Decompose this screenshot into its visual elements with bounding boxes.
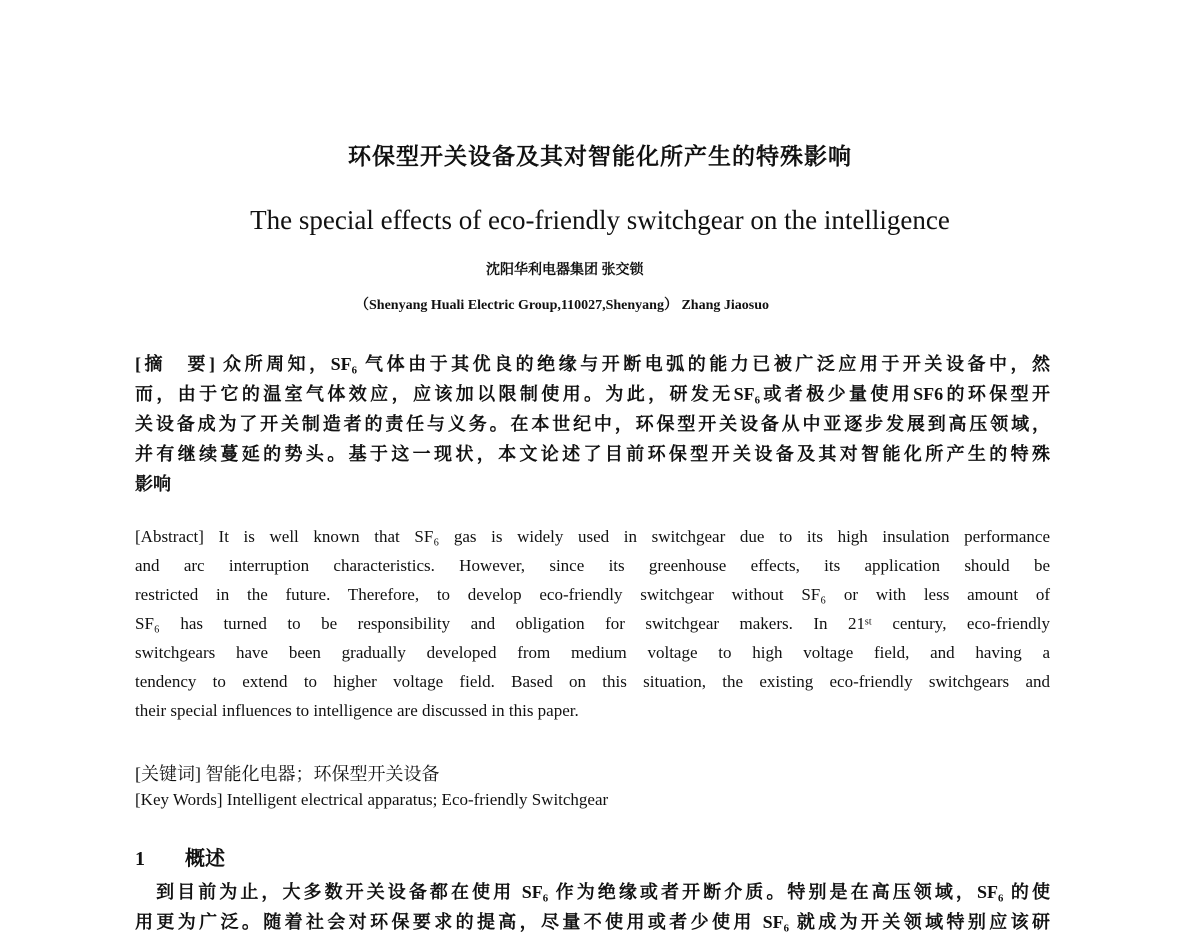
abstract-cn-line: 并有继续蔓延的势头。基于这一现状，本文论述了目前环保型开关设备及其对智能化所产生的特殊: [135, 444, 1050, 464]
abstract-cn-line: 影响: [135, 474, 171, 494]
body-line: 到目前为止，大多数开关设备都在使用 SF₆ 作为绝缘或者开断介质。特别是在高压领域，SF₆ 的使: [135, 882, 1050, 902]
abstract-cn-line: [摘 要] 众所周知，SF₆ 气体由于其优良的绝缘与开断电弧的能力已被广泛应用于开关设备中，然: [135, 354, 1050, 374]
abstract-cn-line: 关设备成为了开关制造者的责任与义务。在本世纪中，环保型开关设备从中亚逐步发展到高压领域，: [135, 414, 1050, 434]
abstract-en-line: switchgears have been gradually developed from medium voltage to high voltage field, and having a: [135, 643, 1050, 662]
abstract-en-line: and arc interruption characteristics. However, since its greenhouse effects, its application should be: [135, 556, 1050, 575]
paper-title-chinese: 环保型开关设备及其对智能化所产生的特殊影响: [348, 144, 852, 169]
author-affiliation: （Shenyang Huali Electric Group,110027,Shenyang） Zhang Jiaosuo: [355, 298, 769, 313]
body-line: 用更为广泛。随着社会对环保要求的提高，尽量不使用或者少使用 SF₆ 就成为开关领域特别应该研: [135, 912, 1050, 932]
abstract-en-line: tendency to extend to higher voltage field. Based on this situation, the existing eco-friendly switchgears and: [135, 672, 1050, 691]
abstract-en-line: their special influences to intelligence are discussed in this paper.: [135, 701, 579, 720]
abstract-en-line: [Abstract] It is well known that SF₆ gas is widely used in switchgear due to its high insulation performance: [135, 527, 1050, 546]
keywords-english: [Key Words] Intelligent electrical apparatus; Eco-friendly Switchgear: [135, 790, 609, 809]
author-chinese: 沈阳华利电器集团 张交锁: [486, 263, 644, 278]
paper-title-english: The special effects of eco-friendly switchgear on the intelligence: [250, 205, 950, 235]
abstract-en-line: restricted in the future. Therefore, to develop eco-friendly switchgear without SF₆ or with less amount of: [135, 585, 1050, 604]
abstract-cn-line: 而，由于它的温室气体效应，应该加以限制使用。为此，研发无SF₆或者极少量使用SF6的环保型开: [135, 384, 1050, 404]
abstract-en-line: SF₆ has turned to be responsibility and obligation for switchgear makers. In 21ˢᵗ century, eco-friendly: [135, 614, 1050, 633]
section-heading: 1 概述: [135, 848, 225, 870]
keywords-chinese: [关键词] 智能化电器；环保型开关设备: [135, 764, 440, 784]
